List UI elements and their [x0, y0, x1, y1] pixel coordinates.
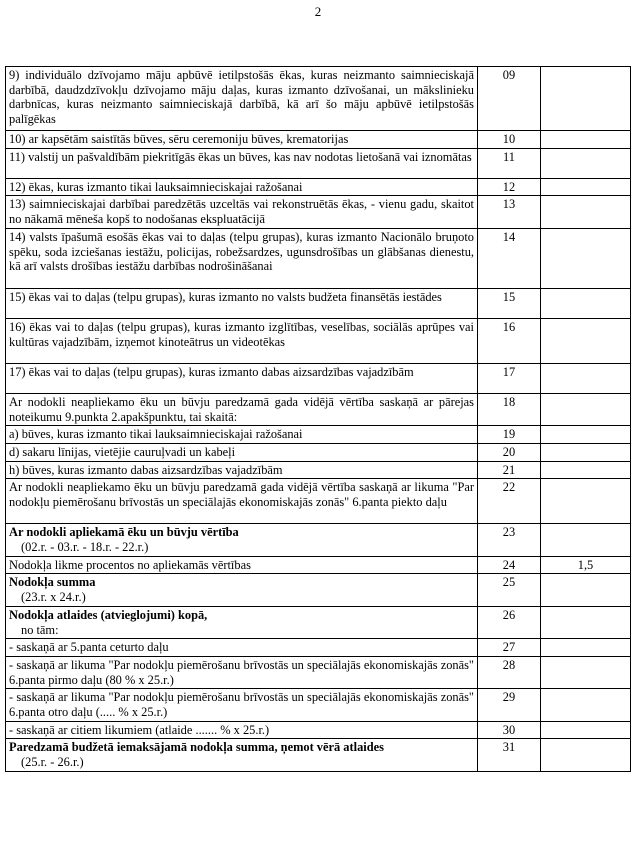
row-code: 19	[478, 426, 541, 444]
row-code: 24	[478, 556, 541, 574]
row-description	[6, 721, 478, 739]
row-description-text: 9) individuālo dzīvojamo māju apbūvē ietilpstošās ēkas, kuras neizmanto saimnieciskajā darbībā, daudzdzīvokļu dzīvojamo māju daļas, kuras izmanto dzīvošanai, un mākslinieku darbnīcas, kuras neizmanto saimnieciskajā darbībā, kā arī šo māju apbūvē ietilpstošās palīgēkas	[9, 68, 474, 127]
row-description-text: 13) saimnieciskajai darbībai paredzētās uzceltās vai rekonstruētās ēkas, - vienu gadu, skaitot no nākamā mēneša kopš to nodošanas ekspluatācijā	[9, 197, 474, 227]
table-row	[6, 228, 631, 288]
table-row	[6, 67, 631, 131]
table-row	[6, 479, 631, 524]
row-description-text: - saskaņā ar citiem likumiem (atlaide ....... % x 25.r.)	[9, 722, 270, 737]
row-description-formula: (23.r. x 24.r.)	[21, 590, 86, 605]
row-description-text: 10) ar kapsētām saistītās būves, sēru ceremoniju būves, krematorijas	[9, 132, 349, 146]
table-row	[6, 426, 631, 444]
table-row	[6, 524, 631, 556]
row-code: 16	[478, 318, 541, 363]
row-code: 09	[478, 67, 541, 131]
row-description-text: - saskaņā ar likuma "Par nodokļu piemērošanu brīvostās un speciālajās ekonomiskajās zonās" 6.panta pirmo daļu (80 % x 25.r.)	[9, 657, 474, 687]
row-description	[6, 443, 478, 461]
row-code: 13	[478, 196, 541, 228]
row-description-text: 16) ēkas vai to daļas (telpu grupas), kuras izmanto izglītības, veselības, sociālās aprūpes vai kultūras vajadzībām, izņemot kinoteātrus un videotēkas	[9, 319, 474, 349]
row-description	[6, 318, 478, 363]
page-number: 2	[314, 4, 322, 19]
table-row	[6, 574, 631, 606]
row-value-field[interactable]	[541, 426, 631, 444]
row-code: 27	[478, 639, 541, 657]
table-row	[6, 288, 631, 318]
row-value-field[interactable]	[541, 363, 631, 393]
row-code: 15	[478, 288, 541, 318]
row-description-text: Ar nodokli neapliekamo ēku un būvju paredzamā gada vidējā vērtība saskaņā ar likuma "Par nodokļu piemērošanu brīvostās un speciālajās ekonomiskajās zonās" 6.panta piekto daļu	[9, 480, 474, 510]
row-description	[6, 639, 478, 657]
row-description-text: 15) ēkas vai to daļas (telpu grupas), kuras izmanto no valsts budžeta finansētās iestādes	[9, 289, 442, 304]
row-value-field[interactable]	[541, 178, 631, 196]
row-code: 17	[478, 363, 541, 393]
row-value-field[interactable]	[541, 461, 631, 479]
row-code: 25	[478, 574, 541, 606]
table-row	[6, 363, 631, 393]
table-row	[6, 393, 631, 425]
row-description-text: Ar nodokli neapliekamo ēku un būvju paredzamā gada vidējā vērtība saskaņā ar pārejas noteikumu 9.punkta 2.apakšpunktu, tai skaitā:	[9, 394, 474, 424]
row-description	[6, 606, 478, 638]
row-description-text: Nodokļa likme procentos no apliekamās vērtības	[9, 557, 251, 572]
row-value-field[interactable]	[541, 574, 631, 606]
row-code: 28	[478, 656, 541, 688]
row-code: 29	[478, 689, 541, 721]
row-description	[6, 178, 478, 196]
row-value-field[interactable]	[541, 479, 631, 524]
row-value-field[interactable]	[541, 524, 631, 556]
row-value-field[interactable]	[541, 656, 631, 688]
row-description	[6, 148, 478, 178]
table-row	[6, 443, 631, 461]
table-row	[6, 639, 631, 657]
row-code: 12	[478, 178, 541, 196]
tax-calculation-table	[5, 66, 631, 772]
row-description	[6, 131, 478, 149]
row-description-text: a) būves, kuras izmanto tikai lauksaimnieciskajai ražošanai	[9, 427, 303, 442]
table-row	[6, 689, 631, 721]
row-description-text: Nodokļa atlaides (atvieglojumi) kopā,	[9, 607, 208, 622]
row-description-text: 17) ēkas vai to daļas (telpu grupas), kuras izmanto dabas aizsardzības vajadzībām	[9, 364, 414, 379]
row-code: 31	[478, 739, 541, 771]
table-row	[6, 148, 631, 178]
row-code: 11	[478, 148, 541, 178]
table-row	[6, 178, 631, 196]
row-value-field[interactable]	[541, 131, 631, 149]
table-row	[6, 606, 631, 638]
row-code: 23	[478, 524, 541, 556]
row-code: 30	[478, 721, 541, 739]
row-description-formula: (25.r. - 26.r.)	[21, 755, 84, 770]
table-row	[6, 739, 631, 771]
row-description-text: Ar nodokli apliekamā ēku un būvju vērtība	[9, 525, 239, 540]
row-value-field[interactable]	[541, 148, 631, 178]
row-description	[6, 393, 478, 425]
row-value-field[interactable]	[541, 606, 631, 638]
row-description	[6, 479, 478, 524]
row-value-field[interactable]	[541, 639, 631, 657]
row-code: 14	[478, 228, 541, 288]
row-description	[6, 524, 478, 556]
row-description-text: h) būves, kuras izmanto dabas aizsardzības vajadzībām	[9, 462, 283, 477]
row-value-field[interactable]	[541, 67, 631, 131]
table-row	[6, 131, 631, 149]
row-description	[6, 426, 478, 444]
row-value-field[interactable]: 1,5	[541, 556, 631, 574]
row-description	[6, 574, 478, 606]
row-value-field[interactable]	[541, 393, 631, 425]
row-description	[6, 556, 478, 574]
row-value-field[interactable]	[541, 228, 631, 288]
row-value-field[interactable]	[541, 196, 631, 228]
row-code: 26	[478, 606, 541, 638]
row-description-formula: no tām:	[21, 622, 59, 637]
row-description-text: d) sakaru līnijas, vietējie cauruļvadi un kabeļi	[9, 444, 236, 459]
row-description-formula: (02.r. - 03.r. - 18.r. - 22.r.)	[21, 540, 149, 555]
row-description-text: 14) valsts īpašumā esošās ēkas vai to daļas (telpu grupas), kuras izmanto Nacionālo bruņoto spēku, soda izciešanas iestāžu, policijas, robežsardzes, ugunsdrošības un glābšanas dienestu, kā arī valsts drošības iestāžu darbības nodrošināšanai	[9, 229, 474, 274]
row-code: 10	[478, 131, 541, 149]
row-code: 22	[478, 479, 541, 524]
row-description	[6, 288, 478, 318]
row-code: 18	[478, 393, 541, 425]
row-description	[6, 689, 478, 721]
row-description	[6, 67, 478, 131]
table-row	[6, 656, 631, 688]
row-description-text: - saskaņā ar likuma "Par nodokļu piemērošanu brīvostās un speciālajās ekonomiskajās zonās" 6.panta otro daļu (..... % x 25.r.)	[9, 690, 474, 720]
row-value-field[interactable]	[541, 721, 631, 739]
table-row	[6, 196, 631, 228]
row-description	[6, 363, 478, 393]
table-row	[6, 461, 631, 479]
row-value-field[interactable]	[541, 689, 631, 721]
row-value-field[interactable]	[541, 739, 631, 771]
table-row	[6, 556, 631, 574]
row-description	[6, 739, 478, 771]
row-code: 21	[478, 461, 541, 479]
row-description	[6, 461, 478, 479]
row-description-text: Paredzamā budžetā iemaksājamā nodokļa summa, ņemot vērā atlaides	[9, 740, 384, 755]
row-description-text: 11) valstij un pašvaldībām piekritīgās ēkas un būves, kas nav nodotas lietošanā vai iznomātas	[9, 149, 472, 164]
row-description	[6, 196, 478, 228]
row-description-text: - saskaņā ar 5.panta ceturto daļu	[9, 640, 169, 655]
row-description-text: Nodokļa summa	[9, 575, 96, 590]
row-code: 20	[478, 443, 541, 461]
table-row	[6, 318, 631, 363]
row-value-field[interactable]	[541, 443, 631, 461]
table-row	[6, 721, 631, 739]
row-value-field[interactable]	[541, 288, 631, 318]
row-description	[6, 228, 478, 288]
row-value-field[interactable]	[541, 318, 631, 363]
row-description	[6, 656, 478, 688]
row-description-text: 12) ēkas, kuras izmanto tikai lauksaimnieciskajai ražošanai	[9, 179, 303, 194]
